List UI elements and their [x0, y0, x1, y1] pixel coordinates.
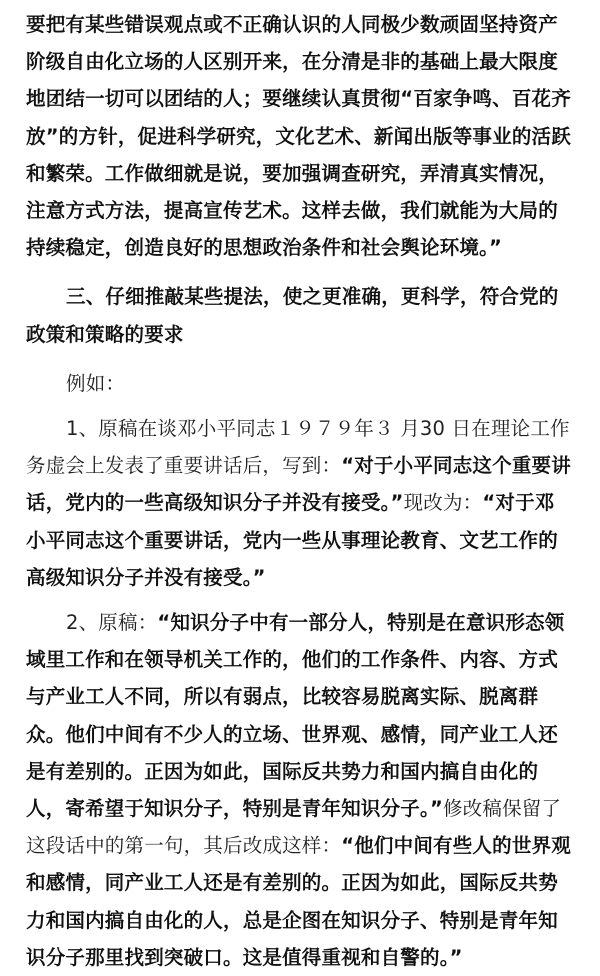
- item1-original-quote: “对于小平同志这个重要讲话，党内的一些高级知识分子并没有接受。”: [26, 454, 571, 515]
- item1-revised-intro: 现改为：: [403, 491, 483, 515]
- example-item-2: [26, 604, 574, 976]
- example-item-1: [26, 410, 574, 596]
- item1-revised-quote: “对于邓小平同志这个重要讲话，党内一些从事理论教育、文艺工作的高级知识分子并没有接受。”: [26, 491, 558, 589]
- item2-original-quote: “知识分子中有一部分人，特别是在意识形态领域里工作和在领导机关工作的，他们的工作条件、内容、方式与产业工人不同，所以有弱点，比较容易脱离实际、脱离群众。他们中间有不少人的立场、世界观、感情，同产业工人还是有差别的。正因为如此，国际反共势力和国内搞自由化的人，寄希望于知识分子，特别是青年知识分子。”: [26, 611, 565, 821]
- item2-revised-quote: “他们中间有些人的世界观和感情，同产业工人还是有差别的。正因为如此，国际反共势力和国内搞自由化的人，总是企图在知识分子、特别是青年知识分子那里找到突破口。这是值得重视和自警的。”: [26, 834, 571, 969]
- item2-revised-intro: 修改稿保留了这段话中的第一句，其后改成这样：: [26, 797, 562, 858]
- section-heading: 三、仔细推敲某些提法，使之更准确，更科学，符合党的政策和策略的要求: [26, 285, 559, 346]
- item1-prefix: 1、原稿在谈邓小平同志１９７９年３ 月30 日在理论工作务虚会上发表了重要讲话后，写到：: [26, 417, 570, 478]
- example-label: 例如：: [66, 371, 126, 395]
- intro-paragraph: 要把有某些错误观点或不正确认识的人同极少数顽固坚持资产阶级自由化立场的人区别开来，在分清是非的基础上最大限度地团结一切可以团结的人；要继续认真贯彻“百家争鸣、百花齐放”的方针，促进科学研究，文化艺术、新闻出版等事业的活跃和繁荣。工作做细就是说，要加强调查研究，弄清真实情况，注意方式方法，提高宣传艺术。这样去做，我们就能为大局的持续稳定，创造良好的思想政治条件和社会舆论环境。”: [26, 13, 571, 260]
- item2-prefix: 2、原稿：: [66, 611, 158, 635]
